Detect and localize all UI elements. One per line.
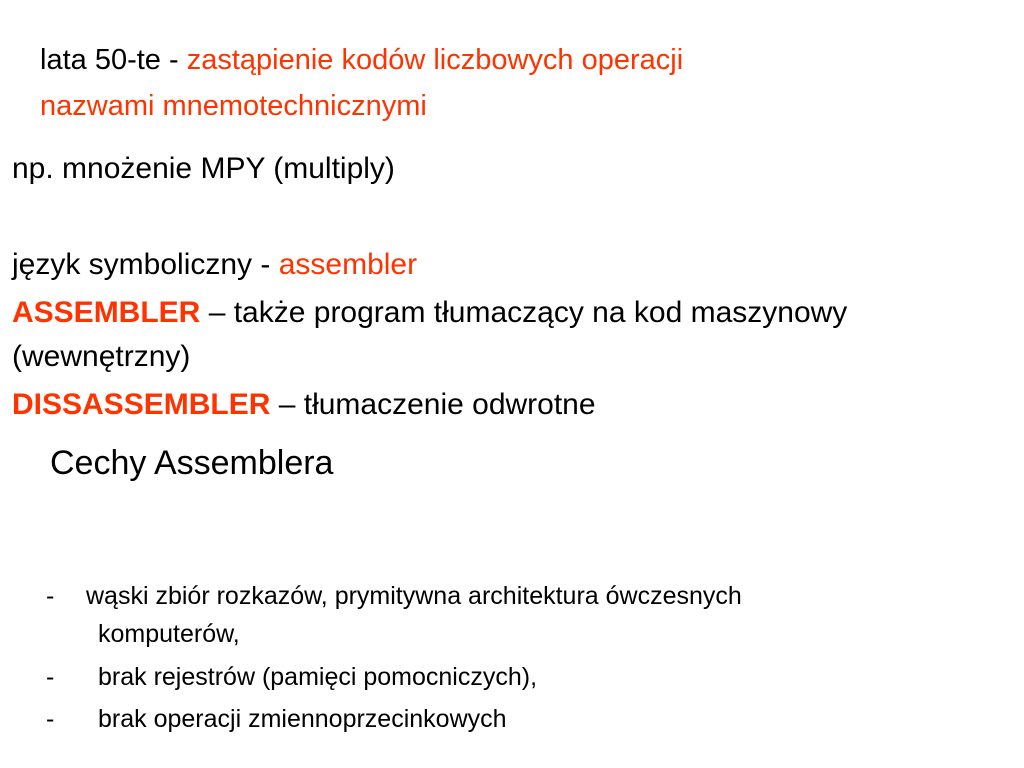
intro-highlight-2: nazwami mnemotechnicznymi	[40, 90, 427, 122]
disassembler-term: DISSASSEMBLER	[12, 388, 271, 421]
bullet-dash: -	[46, 705, 55, 733]
assembler-line	[12, 290, 847, 336]
bullet-item-3	[46, 702, 507, 736]
bullet-dash: -	[46, 582, 55, 610]
symbolic-term: assembler	[278, 248, 418, 281]
bullet-dash: -	[46, 663, 55, 691]
bullet-item-2	[46, 660, 537, 694]
disassembler-line	[12, 382, 596, 428]
bullet-text-1: wąski zbiór rozkazów, prymitywna architektura ówczesnych	[86, 582, 742, 610]
bullet-text-3: brak operacji zmiennoprzecinkowych	[98, 705, 507, 733]
symbolic-prefix: język symboliczny -	[12, 248, 279, 281]
intro-highlight-1: zastąpienie kodów liczbowych operacji	[186, 44, 684, 76]
assembler-desc: – także program tłumaczący na kod maszynowy	[200, 296, 848, 329]
intro-line-1	[40, 40, 683, 80]
example-line: np. mnożenie MPY (multiply)	[12, 152, 395, 185]
assembler-term: ASSEMBLER	[12, 296, 201, 329]
intro-prefix: lata 50-te -	[40, 44, 187, 76]
section-heading: Cechy Assemblera	[50, 444, 334, 482]
assembler-desc-continued: (wewnętrzny)	[12, 340, 191, 373]
bullet-text-2: brak rejestrów (pamięci pomocniczych),	[98, 663, 538, 691]
bullet-item-1	[46, 579, 742, 613]
symbolic-language-line	[12, 242, 417, 288]
disassembler-desc: – tłumaczenie odwrotne	[270, 388, 596, 421]
bullet-text-1-continued: komputerów,	[98, 620, 240, 648]
